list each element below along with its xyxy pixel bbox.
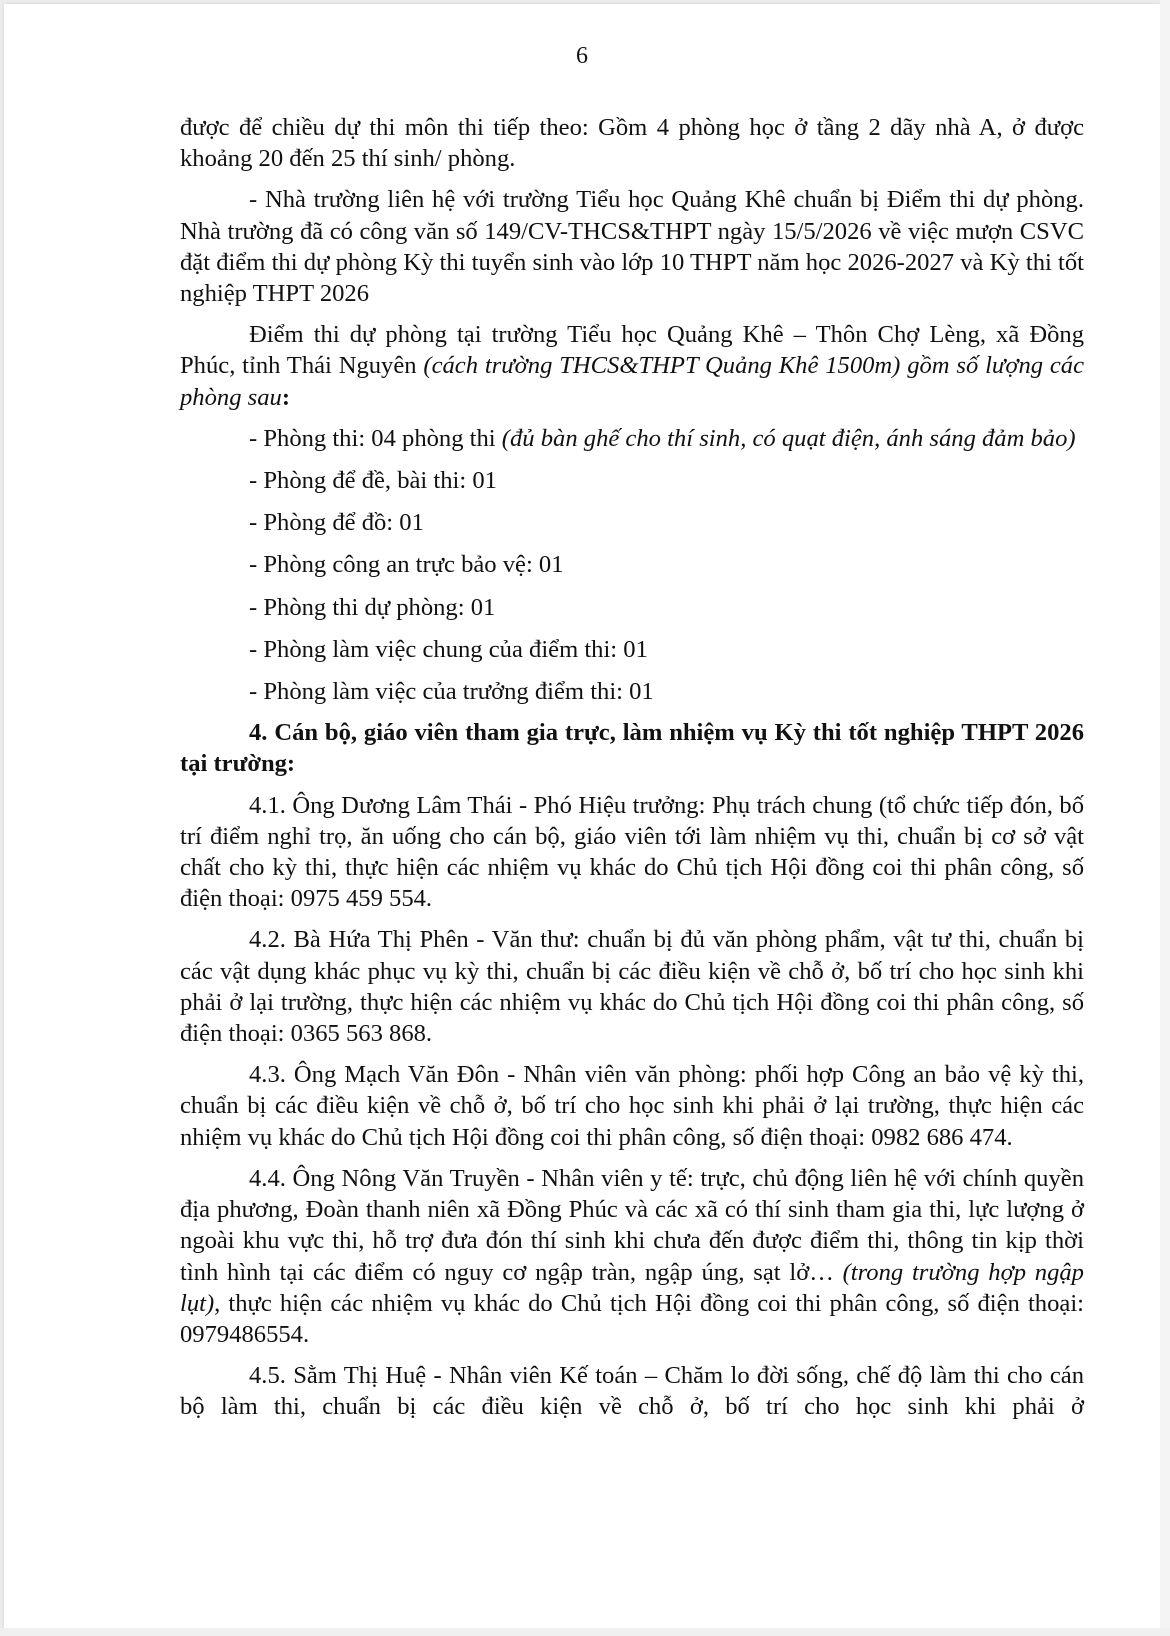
paragraph-backup-site-contact: - Nhà trường liên hệ với trường Tiểu học Quảng Khê chuẩn bị Điểm thi dự phòng. Nhà trường đã có công văn số 149/CV-THCS&THPT ngày 15/5/2026 về việc mượn CSVC đặt điểm thi dự phòng Kỳ thi tuyển sinh vào lớp 10 THPT năm học 2026-2027 và Kỳ thi tốt nghiệp THPT 2026 [180, 186, 1084, 308]
room-list-item: - Phòng để đồ: 01 [249, 509, 424, 537]
document-page [4, 4, 1160, 1628]
staff-duty-4-5: 4.5. Sằm Thị Huệ - Nhân viên Kế toán – Chăm lo đời sống, chế độ làm thi cho cán bộ làm thi, chuẩn bị các điều kiện về chỗ ở, bố trí cho học sinh khi phải ở [180, 1362, 1084, 1421]
room-list-item: - Phòng làm việc của trưởng điểm thi: 01 [249, 678, 654, 706]
document-body [180, 112, 1084, 1423]
exam-rooms-note: (đủ bàn ghế cho thí sinh, có quạt điện, ánh sáng đảm bảo) [501, 424, 1076, 452]
staff-duty-4-4 [180, 1163, 1084, 1350]
room-list-item-exam-rooms [180, 423, 1084, 454]
viewer-edge-right [1160, 0, 1170, 1636]
room-list-item: - Phòng để đề, bài thi: 01 [249, 467, 497, 495]
room-list-item: - Phòng làm việc chung của điểm thi: 01 [249, 635, 648, 663]
section-4-heading: 4. Cán bộ, giáo viên tham gia trực, làm nhiệm vụ Kỳ thi tốt nghiệp THPT 2026 tại trường: [180, 719, 1084, 778]
viewer-edge-bottom [0, 1628, 1170, 1636]
staff-duty-4-4-text: 4.4. Ông Nông Văn Truyền - Nhân viên y tế: trực, chủ động liên hệ với chính quyền địa phương, Đoàn thanh niên xã Đồng Phúc và các xã có thí sinh tham gia thi, lực lượng ở ngoài khu vực thi, hỗ trợ đưa đón thí sinh khi chưa đến được điểm thi, thông tin kịp thời tình hình tại các điểm có nguy cơ ngập tràn, ngập úng, sạt lở… [180, 1164, 1084, 1286]
staff-duty-4-2: 4.2. Bà Hứa Thị Phên - Văn thư: chuẩn bị đủ văn phòng phẩm, vật tư thi, chuẩn bị các vật dụng khác phục vụ kỳ thi, chuẩn bị các điều kiện về chỗ ở, bố trí cho học sinh khi phải ở lại trường, thực hiện các nhiệm vụ khác do Chủ tịch Hội đồng coi thi phân công, số điện thoại: 0365 563 868. [180, 926, 1084, 1048]
room-list-item: - Phòng công an trực bảo vệ: 01 [249, 551, 564, 579]
staff-duty-4-4-flood-note: (trong trường hợp ngập lụt) [180, 1258, 1084, 1317]
page-number: 6 [576, 43, 588, 69]
room-list-item: - Phòng thi dự phòng: 01 [249, 593, 496, 621]
location-colon: : [281, 383, 291, 411]
exam-rooms-text: - Phòng thi: 04 phòng thi [249, 424, 502, 452]
staff-duty-4-3: 4.3. Ông Mạch Văn Đôn - Nhân viên văn phòng: phối hợp Công an bảo vệ kỳ thi, chuẩn bị các điều kiện về chỗ ở, bố trí cho học sinh khi phải ở lại trường, thực hiện các nhiệm vụ khác do Chủ tịch Hội đồng coi thi phân công, số điện thoại: 0982 686 474. [180, 1061, 1084, 1151]
location-distance-note: (cách trường THCS&THPT Quảng Khê 1500m) gồm số lượng các phòng sau [180, 352, 1084, 411]
staff-duty-4-4-phone: , thực hiện các nhiệm vụ khác do Chủ tịch Hội đồng coi thi phân công, số điện thoại: 0979486554. [180, 1289, 1084, 1348]
paragraph-backup-site-location [180, 319, 1084, 413]
paragraph-exam-rooms-continued: được để chiều dự thi môn thi tiếp theo: Gồm 4 phòng học ở tầng 2 dãy nhà A, ở được khoảng 20 đến 25 thí sinh/ phòng. [180, 114, 1084, 173]
staff-duty-4-1: 4.1. Ông Dương Lâm Thái - Phó Hiệu trưởng: Phụ trách chung (tổ chức tiếp đón, bố trí điểm nghỉ trọ, ăn uống cho cán bộ, giáo viên tới làm nhiệm vụ thi, chuẩn bị cơ sở vật chất cho kỳ thi, thực hiện các nhiệm vụ khác do Chủ tịch Hội đồng coi thi phân công, số điện thoại: 0975 459 554. [180, 791, 1084, 913]
location-text: Điểm thi dự phòng tại trường Tiểu học Quảng Khê – Thôn Chợ Lèng, xã Đồng Phúc, tỉnh Thái Nguyên [180, 321, 1084, 380]
